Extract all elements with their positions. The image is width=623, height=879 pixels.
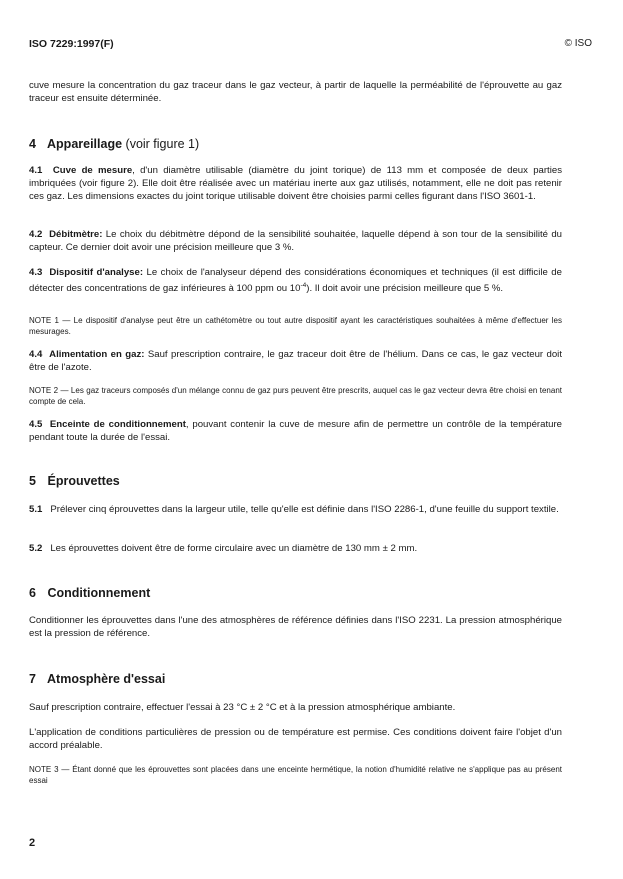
section-6-heading	[29, 586, 150, 600]
section-4-heading	[29, 137, 199, 151]
clause-4-3	[29, 266, 562, 296]
section-6-number: 6	[29, 586, 36, 600]
section-5-heading	[29, 474, 120, 488]
clause-4-2-term: Débitmètre:	[49, 229, 103, 240]
clause-4-1	[29, 164, 562, 204]
clause-4-5-number: 4.5	[29, 419, 43, 430]
section-7-title: Atmosphère d'essai	[47, 672, 166, 686]
note-3: NOTE 3 — Étant donné que les éprouvettes sont placées dans une enceinte hermétique, la notion d'humidité relative ne s'applique pas au présent essai	[29, 765, 562, 785]
clause-4-3-term: Dispositif d'analyse:	[49, 267, 144, 278]
note-2: NOTE 2 — Les gaz traceurs composés d'un mélange connu de gaz purs peuvent être prescrits, auquel cas le gaz vecteur devra être choisi en tenant compte de cela.	[29, 386, 562, 406]
clause-4-4-term: Alimentation en gaz:	[49, 349, 145, 360]
clause-4-1-text: , d'un diamètre utilisable (diamètre du joint torique) de 113 mm et composée de deux parties imbriquées (voir figure 2). Elle doit être réalisée avec un matériau inerte aux gaz utilisés, notamment, elle ne doit pas retenir ces gaz. Les dimensions exactes du joint torique utilisable doivent être choisies parmi celles figurant dans l'ISO 3601-1.	[29, 165, 562, 203]
clause-4-2-number: 4.2	[29, 229, 43, 240]
clause-4-5	[29, 418, 562, 444]
clause-4-1-number: 4.1	[29, 165, 43, 176]
clause-5-1	[29, 503, 562, 516]
section-4-title: Appareillage	[47, 137, 123, 151]
clause-4-5-term: Enceinte de conditionnement	[49, 419, 186, 430]
clause-4-3-text: Le choix de l'analyseur dépend des considérations économiques et techniques (il est difficile de détecter des concentrations de gaz inférieures à 100 ppm ou 10	[29, 267, 562, 295]
note-1: NOTE 1 — Le dispositif d'analyse peut être un cathétomètre ou tout autre dispositif ayant les caractéristiques souhaitées à même d'effectuer les mesurages.	[29, 316, 562, 336]
clause-4-1-term: Cuve de mesure	[52, 165, 133, 176]
section-7-paragraph-1: Sauf prescription contraire, effectuer l'essai à 23 °C ± 2 °C et à la pression atmosphérique ambiante.	[29, 702, 456, 713]
clause-5-2-number: 5.2	[29, 543, 43, 554]
clause-4-2	[29, 228, 562, 254]
section-7-number: 7	[29, 672, 36, 686]
section-5-title: Éprouvettes	[47, 474, 120, 488]
section-7-heading	[29, 672, 165, 686]
clause-4-4	[29, 348, 562, 374]
clause-5-2-text: Les éprouvettes doivent être de forme circulaire avec un diamètre de 130 mm ± 2 mm.	[50, 543, 418, 554]
standard-id: ISO 7229:1997(F)	[29, 38, 114, 50]
clause-5-1-number: 5.1	[29, 504, 43, 515]
clause-5-1-text: Prélever cinq éprouvettes dans la largeur utile, telle qu'elle est définie dans l'ISO 2286-1, d'une feuille du support textile.	[50, 504, 559, 515]
clause-5-2	[29, 542, 562, 555]
clause-4-3-number: 4.3	[29, 267, 43, 278]
clause-4-2-text: Le choix du débitmètre dépond de la sensibilité souhaitée, laquelle dépend à son tour de la sensibilité du capteur. Ce dernier doit avoir une précision meilleure que 3 %.	[29, 229, 563, 254]
clause-4-3-exponent: -4	[300, 282, 307, 290]
clause-4-4-text: Sauf prescription contraire, le gaz traceur doit être de l'hélium. Dans ce cas, le gaz vecteur doit être de l'azote.	[29, 349, 562, 374]
copyright-mark: © ISO	[564, 38, 592, 49]
clause-4-5-text: , pouvant contenir la cuve de mesure afin de permettre un contrôle de la température pendant toute la durée de l'essai.	[29, 419, 562, 444]
section-6-paragraph: Conditionner les éprouvettes dans l'une des atmosphères de référence définies dans l'ISO 2231. La pression atmosphérique est la pression de référence.	[29, 615, 562, 640]
clause-4-4-number: 4.4	[29, 349, 43, 360]
section-5-number: 5	[29, 474, 36, 488]
section-6-title: Conditionnement	[47, 586, 151, 600]
page-number: 2	[29, 837, 36, 849]
intro-paragraph: cuve mesure la concentration du gaz traceur dans le gaz vecteur, à partir de laquelle la perméabilité de l'éprouvette au gaz traceur est ensuite déterminée.	[29, 80, 562, 105]
section-4-number: 4	[29, 137, 36, 151]
section-4-subtitle: (voir figure 1)	[125, 137, 200, 151]
clause-4-3-text-end: ). Il doit avoir une précision meilleure que 5 %.	[306, 283, 504, 295]
section-7-paragraph-2: L'application de conditions particulières de pression ou de température est permise. Ces conditions doivent faire l'objet d'un accord préalable.	[29, 727, 562, 752]
